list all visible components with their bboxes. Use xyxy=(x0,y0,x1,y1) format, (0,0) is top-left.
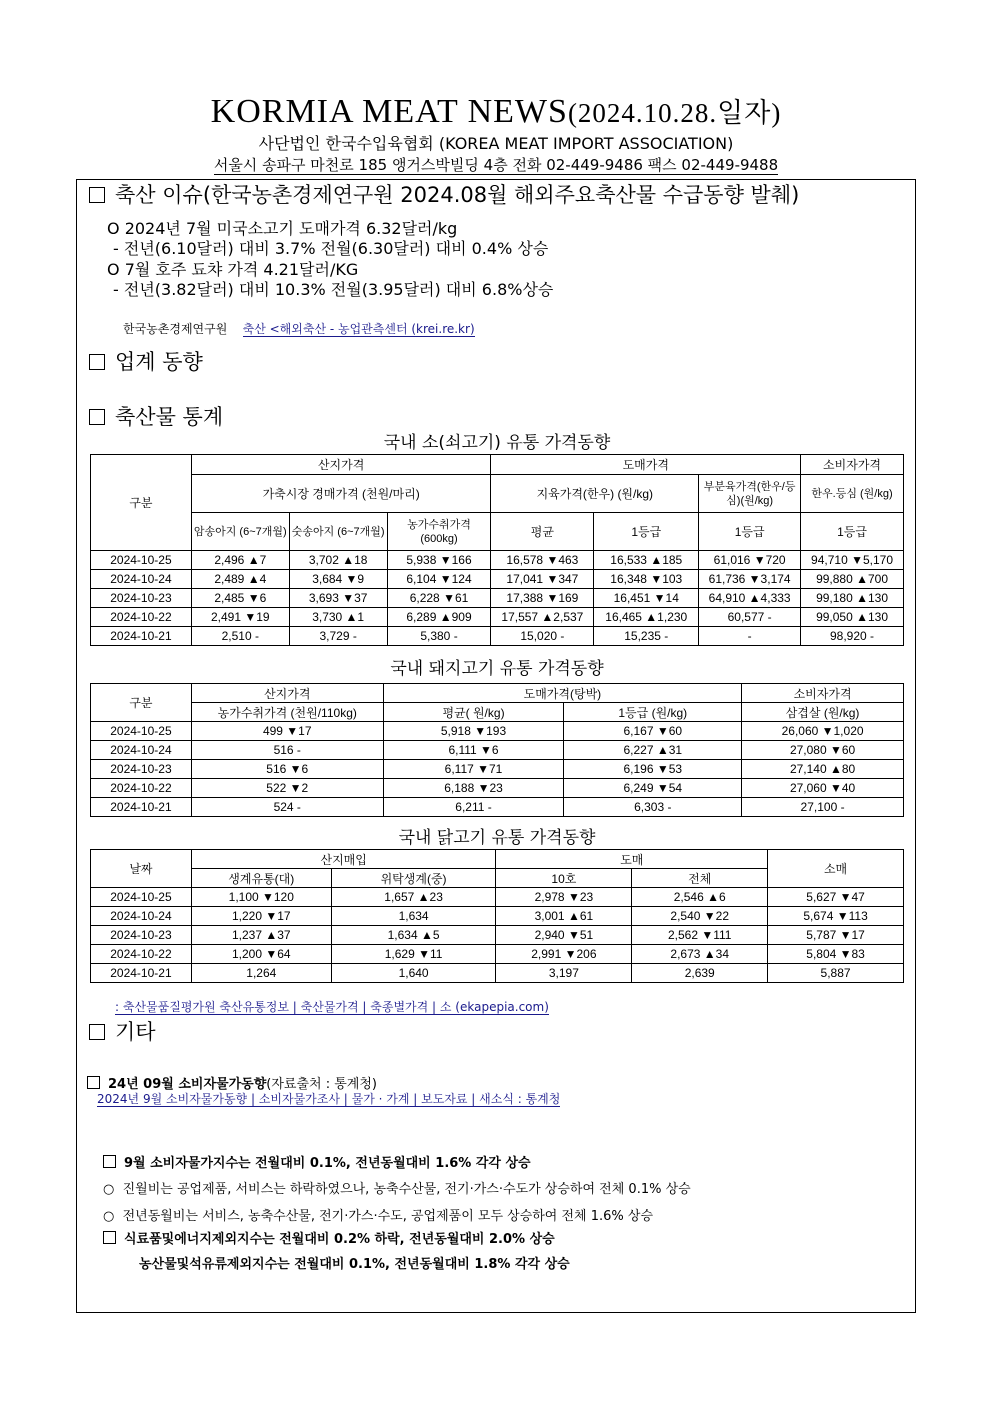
table-cell: 1,237 ▲37 xyxy=(191,926,331,945)
chicken-table-caption: 국내 닭고기 유통 가격동향 xyxy=(398,828,596,848)
row-date: 2024-10-21 xyxy=(91,964,192,983)
beef-header-retail: 한우.등심 (원/kg) xyxy=(801,475,904,513)
table-cell: 27,100 - xyxy=(742,798,904,817)
table-cell: 60,577 - xyxy=(699,608,801,627)
cpi-point-1 xyxy=(103,1152,531,1171)
table-cell: 6,211 - xyxy=(383,798,564,817)
table-cell: 3,702 ▲18 xyxy=(289,551,387,570)
cpi-point-1-text: 9월 소비자물가지수는 전월대비 0.1%, 전년동월대비 1.6% 각각 상승 xyxy=(124,1156,531,1171)
table-cell: 17,557 ▲2,537 xyxy=(491,608,594,627)
row-date: 2024-10-22 xyxy=(91,608,192,627)
beef-header-wholesale: 도매가격 xyxy=(491,455,801,475)
checkbox-icon xyxy=(87,1076,100,1089)
checkbox-icon xyxy=(89,354,105,370)
table-cell: 2,562 ▼111 xyxy=(632,926,768,945)
table-cell: 3,001 ▲61 xyxy=(496,907,632,926)
beef-col-header: 농가수취가격 (600kg) xyxy=(387,513,491,551)
pork-col-header: 1등급 (원/kg) xyxy=(564,703,742,722)
pork-header-group: 구분 xyxy=(91,684,192,722)
pork-col-header: 삼겹살 (원/kg) xyxy=(742,703,904,722)
row-date: 2024-10-24 xyxy=(91,570,192,589)
table-row xyxy=(91,760,904,779)
table-cell: 61,016 ▼720 xyxy=(699,551,801,570)
table-cell: 3,693 ▼37 xyxy=(289,589,387,608)
table-cell: 17,041 ▼347 xyxy=(491,570,594,589)
pork-table-caption: 국내 돼지고기 유통 가격동향 xyxy=(390,659,604,679)
table-cell: 5,380 - xyxy=(387,627,491,646)
cpi-point-2-text: 진월비는 공업제품, 서비스는 하락하였으나, 농축수산물, 전기·가스·수도가 상승하여 전체 0.1% 상승 xyxy=(122,1182,691,1197)
table-cell: 516 ▼6 xyxy=(191,760,383,779)
table-cell: 27,140 ▲80 xyxy=(742,760,904,779)
row-date: 2024-10-23 xyxy=(91,589,192,608)
chicken-col-header: 10호 xyxy=(496,869,632,888)
row-date: 2024-10-25 xyxy=(91,722,192,741)
table-cell: 15,235 - xyxy=(594,627,699,646)
cpi-point-4 xyxy=(103,1228,555,1247)
table-row xyxy=(91,907,904,926)
title-text: KORMIA MEAT NEWS xyxy=(210,93,568,130)
association-address xyxy=(0,155,992,175)
table-row xyxy=(91,741,904,760)
beef-table-caption: 국내 소(쇠고기) 유통 가격동향 xyxy=(383,433,611,453)
table-cell: 3,684 ▼9 xyxy=(289,570,387,589)
issue-bullet-1-sub: - 전년(6.10달러) 대비 3.7% 전월(6.30달러) 대비 0.4% 상승 xyxy=(113,239,549,258)
table-cell: 1,629 ▼11 xyxy=(331,945,496,964)
table-row xyxy=(91,551,904,570)
table-cell: 2,485 ▼6 xyxy=(191,589,289,608)
table-cell: 27,080 ▼60 xyxy=(742,741,904,760)
pork-header-origin: 산지가격 xyxy=(191,684,383,703)
table-cell: 1,220 ▼17 xyxy=(191,907,331,926)
table-cell: 6,117 ▼71 xyxy=(383,760,564,779)
table-cell: 1,640 xyxy=(331,964,496,983)
checkbox-icon xyxy=(89,1024,105,1040)
bullet-mark: ○ xyxy=(103,1182,115,1197)
chicken-source xyxy=(115,998,549,1015)
table-cell: 94,710 ▼5,170 xyxy=(801,551,904,570)
table-cell: 2,991 ▼206 xyxy=(496,945,632,964)
table-cell: 5,918 ▼193 xyxy=(383,722,564,741)
table-cell: 2,540 ▼22 xyxy=(632,907,768,926)
table-cell: 99,880 ▲700 xyxy=(801,570,904,589)
table-cell: 5,787 ▼17 xyxy=(768,926,904,945)
table-row xyxy=(91,926,904,945)
chicken-header-wholesale: 도매 xyxy=(496,850,768,869)
row-date: 2024-10-22 xyxy=(91,779,192,798)
table-cell: 1,657 ▲23 xyxy=(331,888,496,907)
table-cell: 6,227 ▲31 xyxy=(564,741,742,760)
stats-heading-text: 축산물 통계 xyxy=(115,405,224,429)
table-cell: 2,546 ▲6 xyxy=(632,888,768,907)
row-date: 2024-10-22 xyxy=(91,945,192,964)
industry-heading xyxy=(89,346,203,376)
table-cell: 6,104 ▼124 xyxy=(387,570,491,589)
row-date: 2024-10-24 xyxy=(91,907,192,926)
table-cell: 5,887 xyxy=(768,964,904,983)
table-cell: 3,197 xyxy=(496,964,632,983)
table-cell: 26,060 ▼1,020 xyxy=(742,722,904,741)
table-cell: 98,920 - xyxy=(801,627,904,646)
content-frame xyxy=(76,179,916,1313)
beef-header-consumer: 소비자가격 xyxy=(801,455,904,475)
table-row xyxy=(91,627,904,646)
cpi-title-text: 24년 09월 소비자물가동향 xyxy=(108,1077,267,1092)
chicken-col-header: 위탁생계(중) xyxy=(331,869,496,888)
table-cell: 27,060 ▼40 xyxy=(742,779,904,798)
table-cell: 2,496 ▲7 xyxy=(191,551,289,570)
checkbox-icon xyxy=(103,1231,116,1244)
table-cell: 522 ▼2 xyxy=(191,779,383,798)
beef-col-header: 평균 xyxy=(491,513,594,551)
table-row xyxy=(91,608,904,627)
table-cell: 5,804 ▼83 xyxy=(768,945,904,964)
cpi-link[interactable]: 2024년 9월 소비자물가동향 | 소비자물가조사 | 물가 · 가계 | 보도자료 | 새소식 : 통계청 xyxy=(97,1092,561,1106)
table-cell: 6,289 ▲909 xyxy=(387,608,491,627)
beef-col-header: 숫송아지 (6~7개월) xyxy=(289,513,387,551)
table-cell: 16,348 ▼103 xyxy=(594,570,699,589)
table-cell: 516 - xyxy=(191,741,383,760)
table-cell: 1,634 ▲5 xyxy=(331,926,496,945)
newsletter-title xyxy=(0,92,992,133)
chicken-col-header: 전체 xyxy=(632,869,768,888)
bullet-mark: O xyxy=(107,219,120,238)
beef-table-body xyxy=(91,551,904,646)
beef-col-header: 1등급 xyxy=(801,513,904,551)
row-date: 2024-10-23 xyxy=(91,926,192,945)
beef-col-header: 암송아지 (6~7개월) xyxy=(191,513,289,551)
issue-bullet-2-text: 7월 호주 됴챠 가격 4.21달러/KG xyxy=(124,260,359,279)
table-cell: 2,940 ▼51 xyxy=(496,926,632,945)
table-cell: 6,167 ▼60 xyxy=(564,722,742,741)
stats-heading xyxy=(89,401,223,431)
beef-header-carcass: 지육가격(한우) (원/kg) xyxy=(491,475,699,513)
cpi-point-3 xyxy=(103,1205,653,1224)
table-row xyxy=(91,945,904,964)
table-row xyxy=(91,798,904,817)
chicken-header-date: 날짜 xyxy=(91,850,192,888)
table-cell: 1,264 xyxy=(191,964,331,983)
table-cell: 99,180 ▲130 xyxy=(801,589,904,608)
issue-bullet-2-sub: - 전년(3.82달러) 대비 10.3% 전월(3.95달러) 대비 6.8%상승 xyxy=(113,280,554,299)
table-cell: 6,228 ▼61 xyxy=(387,589,491,608)
table-cell: 499 ▼17 xyxy=(191,722,383,741)
table-cell: 6,303 - xyxy=(564,798,742,817)
table-cell: 1,634 xyxy=(331,907,496,926)
checkbox-icon xyxy=(103,1155,116,1168)
cpi-point-5-text: 농산물및석유류제외지수는 전월대비 0.1%, 전년동월대비 1.8% 각각 상승 xyxy=(139,1257,570,1272)
bullet-mark: ○ xyxy=(103,1209,115,1224)
beef-col-header: 1등급 xyxy=(594,513,699,551)
source-name: 한국농촌경제연구원 xyxy=(123,322,228,336)
table-row xyxy=(91,779,904,798)
issue-source xyxy=(123,320,475,337)
page-header xyxy=(0,92,992,175)
chicken-col-header: 생계유통(대) xyxy=(191,869,331,888)
checkbox-icon xyxy=(89,187,105,203)
issue-heading-text: 축산 이슈(한국농촌경제연구원 2024.08월 해외주요축산물 수급동향 발췌) xyxy=(115,183,800,207)
table-row xyxy=(91,888,904,907)
table-cell: 2,510 - xyxy=(191,627,289,646)
table-cell: 64,910 ▲4,333 xyxy=(699,589,801,608)
bullet-mark: O xyxy=(107,260,120,279)
table-cell: 2,491 ▼19 xyxy=(191,608,289,627)
table-cell: 6,111 ▼6 xyxy=(383,741,564,760)
table-cell: 524 - xyxy=(191,798,383,817)
table-cell: 16,451 ▼14 xyxy=(594,589,699,608)
beef-header-group: 구분 xyxy=(91,455,192,551)
table-cell: 2,978 ▼23 xyxy=(496,888,632,907)
chicken-header-origin: 산지매입 xyxy=(191,850,496,869)
beef-header-auction: 가축시장 경매가격 (천원/마리) xyxy=(191,475,491,513)
table-cell: 5,627 ▼47 xyxy=(768,888,904,907)
cpi-point-5 xyxy=(139,1253,570,1272)
beef-col-header: 1등급 xyxy=(699,513,801,551)
table-cell: 5,938 ▼166 xyxy=(387,551,491,570)
table-cell: 17,388 ▼169 xyxy=(491,589,594,608)
table-cell: 15,020 - xyxy=(491,627,594,646)
table-cell: 3,730 ▲1 xyxy=(289,608,387,627)
table-cell: 2,639 xyxy=(632,964,768,983)
cpi-source: (자료출처 : 통계청) xyxy=(266,1077,377,1092)
table-cell: 6,249 ▼54 xyxy=(564,779,742,798)
etc-heading-text: 기타 xyxy=(115,1020,156,1044)
chicken-price-table xyxy=(90,849,904,983)
table-cell: 2,673 ▲34 xyxy=(632,945,768,964)
beef-header-origin: 산지가격 xyxy=(191,455,491,475)
issue-heading xyxy=(89,179,799,209)
pork-col-header: 평균( 원/kg) xyxy=(383,703,564,722)
pork-col-header: 농가수취가격 (천원/110kg) xyxy=(191,703,383,722)
pork-price-table xyxy=(90,683,904,817)
table-row xyxy=(91,722,904,741)
checkbox-icon xyxy=(89,409,105,425)
beef-header-cut: 부분육가격(한우/등심)(원/kg) xyxy=(699,475,801,513)
chicken-source-link[interactable]: : 축산물품질평가원 축산유통정보 | 축산물가격 | 축종별가격 | 소 (ekapepia.com) xyxy=(115,1000,549,1014)
table-row xyxy=(91,589,904,608)
table-row xyxy=(91,964,904,983)
table-row xyxy=(91,570,904,589)
table-cell: 1,100 ▼120 xyxy=(191,888,331,907)
row-date: 2024-10-25 xyxy=(91,551,192,570)
table-cell: 16,465 ▲1,230 xyxy=(594,608,699,627)
cpi-point-3-text: 전년동월비는 서비스, 농축수산물, 전기·가스·수도, 공업제품이 모두 상승하여 전체 1.6% 상승 xyxy=(122,1209,654,1224)
issue-bullet-1-text: 2024년 7월 미국소고기 도매가격 6.32달러/kg xyxy=(124,219,458,238)
row-date: 2024-10-25 xyxy=(91,888,192,907)
association-name: 사단법인 한국수입육협회 (KOREA MEAT IMPORT ASSOCIATION) xyxy=(258,134,734,153)
row-date: 2024-10-21 xyxy=(91,627,192,646)
table-cell: 16,533 ▲185 xyxy=(594,551,699,570)
table-cell: 2,489 ▲4 xyxy=(191,570,289,589)
pork-table-body xyxy=(91,722,904,817)
table-cell: 6,188 ▼23 xyxy=(383,779,564,798)
table-cell: 99,050 ▲130 xyxy=(801,608,904,627)
pork-header-consumer: 소비자가격 xyxy=(742,684,904,703)
pork-header-wholesale: 도매가격(탕박) xyxy=(383,684,742,703)
chicken-table-body xyxy=(91,888,904,983)
row-date: 2024-10-23 xyxy=(91,760,192,779)
cpi-point-4-text: 식료품및에너지제외지수는 전월대비 0.2% 하락, 전년동월대비 2.0% 상승 xyxy=(124,1232,555,1247)
table-cell: 1,200 ▼64 xyxy=(191,945,331,964)
cpi-point-2 xyxy=(103,1178,691,1197)
industry-heading-text: 업계 동향 xyxy=(115,350,203,374)
table-cell: 3,729 - xyxy=(289,627,387,646)
cpi-link-row xyxy=(97,1090,560,1107)
address-text: 서울시 송파구 마천로 185 앵거스박빌딩 4층 전화 02-449-9486 팩스 02-449-9488 xyxy=(213,156,779,174)
table-cell: 16,578 ▼463 xyxy=(491,551,594,570)
table-cell: 6,196 ▼53 xyxy=(564,760,742,779)
source-link[interactable]: 축산 <해외축산 - 농업관측센터 (krei.re.kr) xyxy=(242,322,475,336)
row-date: 2024-10-21 xyxy=(91,798,192,817)
chicken-header-retail: 소매 xyxy=(768,850,904,888)
title-date: (2024.10.28.일자) xyxy=(567,98,782,128)
etc-heading xyxy=(89,1016,156,1046)
table-cell: 5,674 ▼113 xyxy=(768,907,904,926)
row-date: 2024-10-24 xyxy=(91,741,192,760)
table-cell: 61,736 ▼3,174 xyxy=(699,570,801,589)
table-cell: - xyxy=(699,627,801,646)
beef-price-table xyxy=(90,454,904,646)
